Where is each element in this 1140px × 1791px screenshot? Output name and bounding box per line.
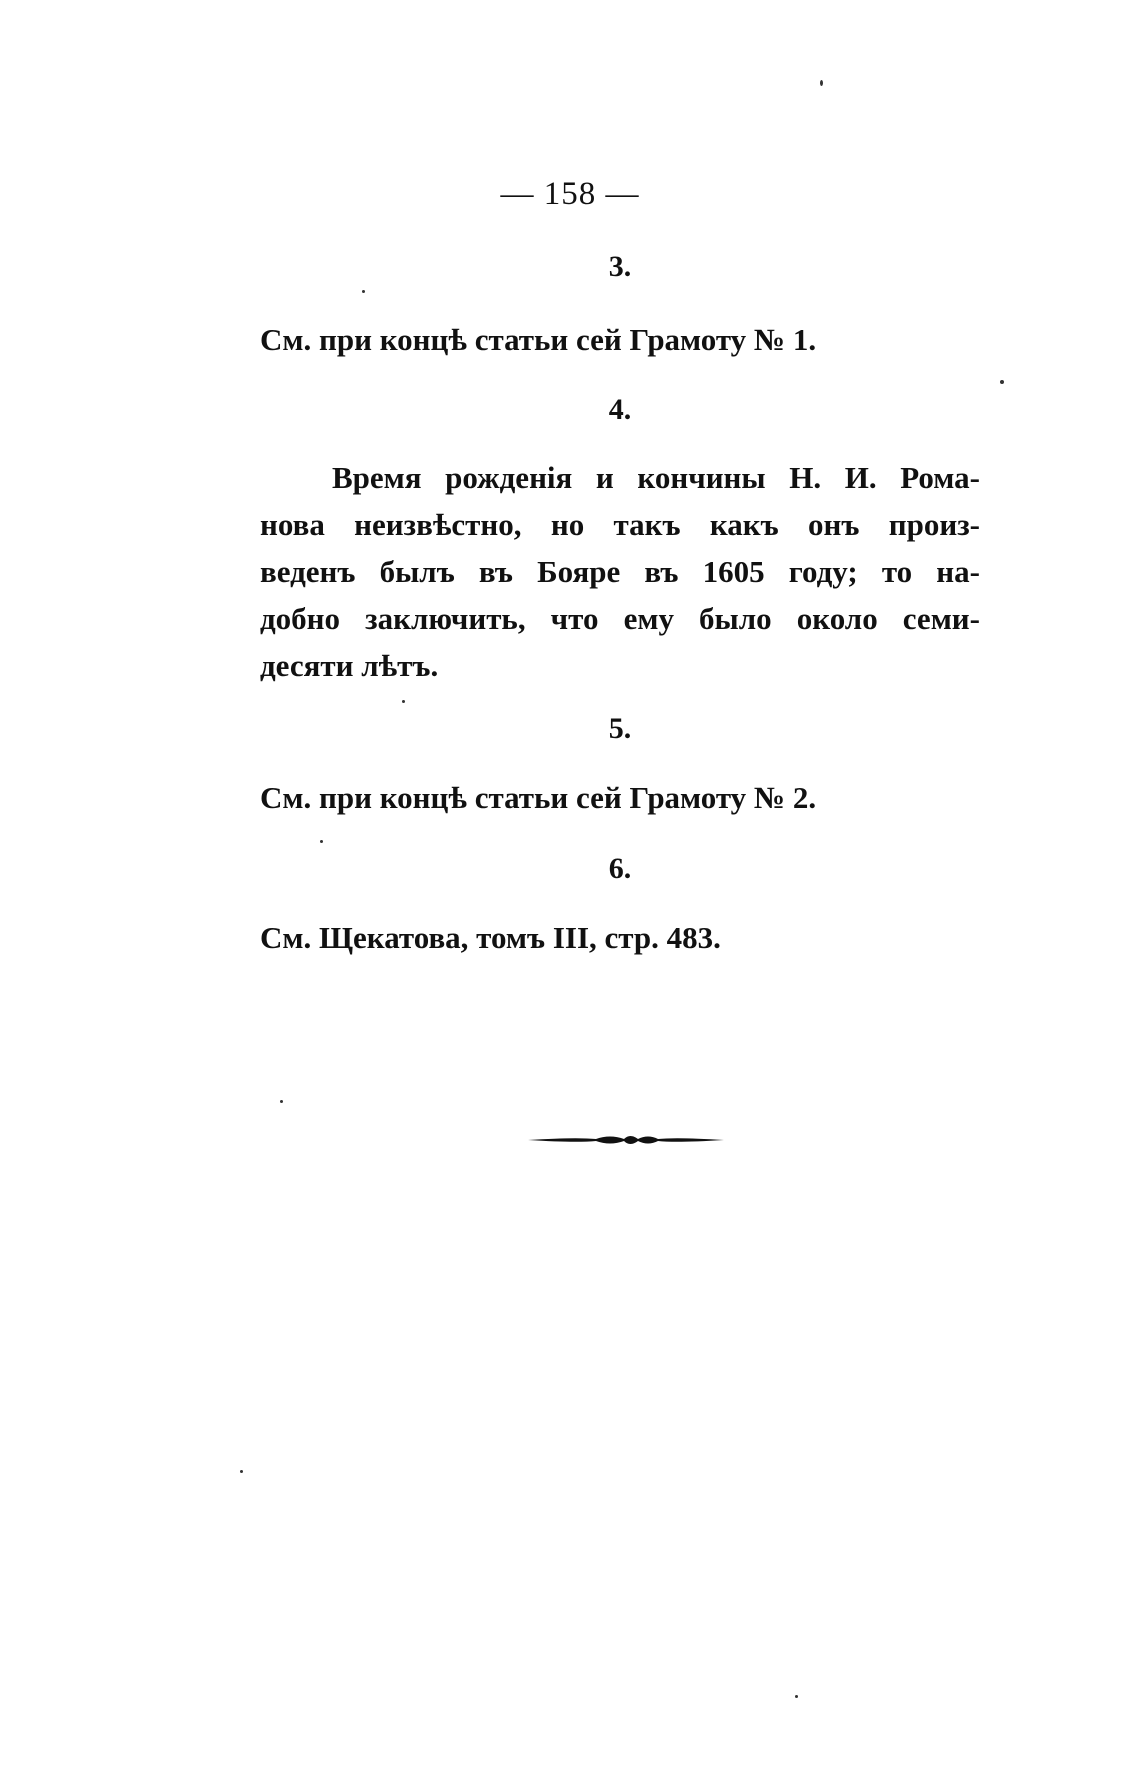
note-number-5: 5. bbox=[608, 712, 632, 745]
tailpiece-ornament-icon bbox=[526, 1130, 726, 1150]
note-3-text: См. при концѣ статьи сей Грамоту № 1. bbox=[260, 322, 817, 357]
note-4-line-3: веденъ былъ въ Бояре въ 1605 году; то на- bbox=[260, 554, 980, 589]
note-4-line-5: десяти лѣтъ. bbox=[260, 648, 439, 683]
note-4-line-4: добно заключить, что ему было около семи- bbox=[260, 601, 980, 636]
note-number-3: 3. bbox=[608, 250, 632, 283]
note-4-line-2: нова неизвѣстно, но такъ какъ онъ произ- bbox=[260, 507, 980, 542]
note-4-line-1: Время рожденія и кончины Н. И. Рома- bbox=[332, 460, 980, 495]
note-number-4: 4. bbox=[608, 393, 632, 426]
note-number-6: 6. bbox=[608, 852, 632, 885]
note-6-text: См. Щекатова, томъ III, стр. 483. bbox=[260, 920, 721, 955]
note-5-text: См. при концѣ статьи сей Грамоту № 2. bbox=[260, 780, 817, 815]
note-4-paragraph bbox=[260, 454, 980, 689]
page-number: — 158 — bbox=[500, 176, 640, 212]
